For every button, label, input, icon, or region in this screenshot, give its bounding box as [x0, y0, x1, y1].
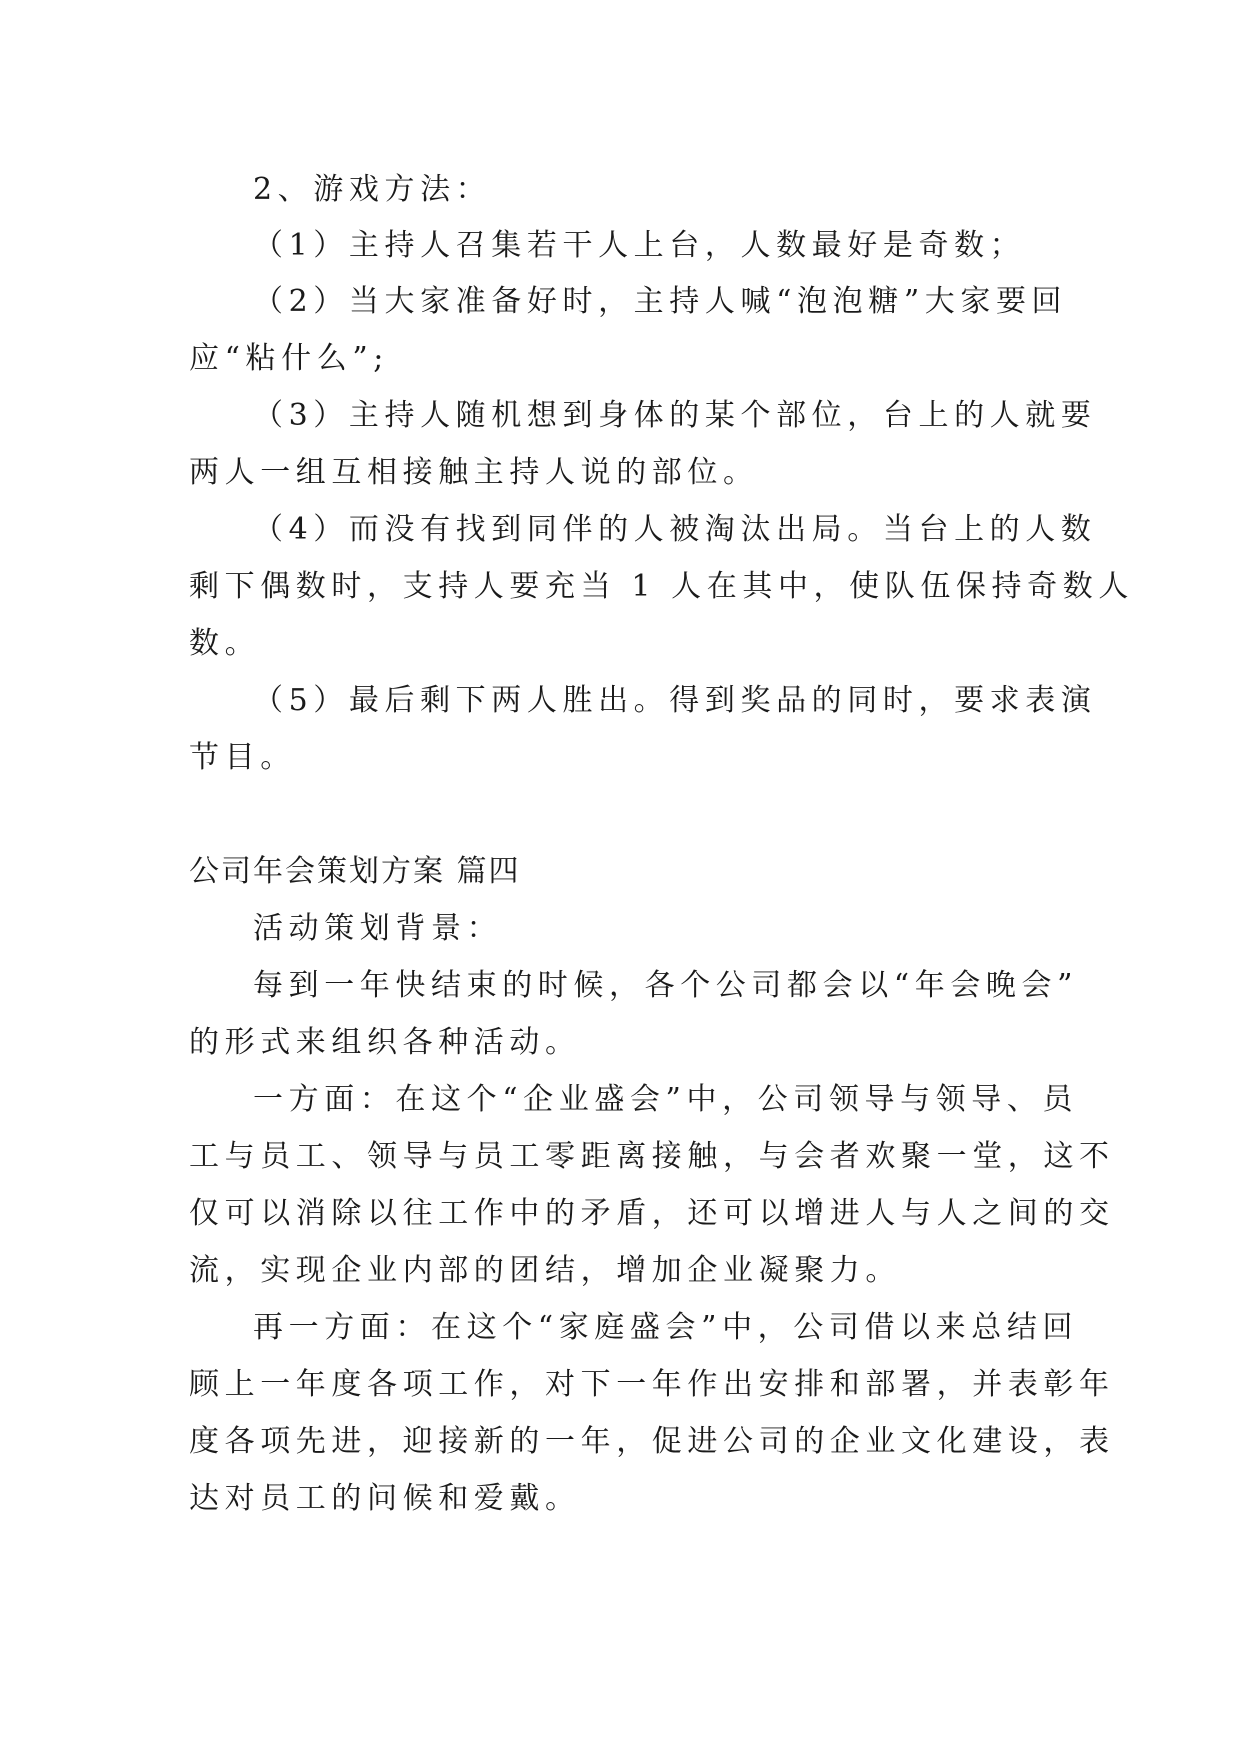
- text-line: 活动策划背景：: [253, 911, 503, 946]
- text-line: 应“粘什么”;: [189, 341, 389, 376]
- text-line: 顾上一年度各项工作，对下一年作出安排和部署，并表彰年: [189, 1367, 1115, 1402]
- text-line: 每到一年快结束的时候，各个公司都会以“年会晚会”: [253, 968, 1079, 1003]
- text-line: （3）主持人随机想到身体的某个部位，台上的人就要: [253, 398, 1097, 433]
- text-line: 仅可以消除以往工作中的矛盾，还可以增进人与人之间的交: [189, 1196, 1115, 1231]
- text-line: 的形式来组织各种活动。: [189, 1025, 581, 1060]
- text-line: 一方面：在这个“企业盛会”中，公司领导与领导、员: [253, 1082, 1079, 1117]
- text-line: （2）当大家准备好时，主持人喊“泡泡糖”大家要回: [253, 284, 1068, 319]
- text-line: （1）主持人召集若干人上台，人数最好是奇数；: [253, 228, 1026, 263]
- text-line: 达对员工的问候和爱戴。: [189, 1481, 581, 1516]
- text-line: 节目。: [189, 740, 296, 775]
- text-line: 度各项先进，迎接新的一年，促进公司的企业文化建设，表: [189, 1424, 1115, 1459]
- text-line: （4）而没有找到同伴的人被淘汰出局。当台上的人数: [253, 512, 1097, 547]
- text-line: 数。: [189, 626, 261, 661]
- text-line: 两人一组互相接触主持人说的部位。: [189, 455, 759, 490]
- text-line: 2、游戏方法：: [253, 172, 492, 207]
- text-line: 再一方面：在这个“家庭盛会”中，公司借以来总结回: [253, 1310, 1079, 1345]
- text-line: 剩下偶数时，支持人要充当 1 人在其中，使队伍保持奇数人: [189, 569, 1134, 604]
- text-line: （5）最后剩下两人胜出。得到奖品的同时，要求表演: [253, 683, 1097, 718]
- section-heading: 公司年会策划方案 篇四: [189, 854, 521, 889]
- text-line: 工与员工、领导与员工零距离接触，与会者欢聚一堂，这不: [189, 1139, 1115, 1174]
- text-line: 流，实现企业内部的团结，增加企业凝聚力。: [189, 1253, 901, 1288]
